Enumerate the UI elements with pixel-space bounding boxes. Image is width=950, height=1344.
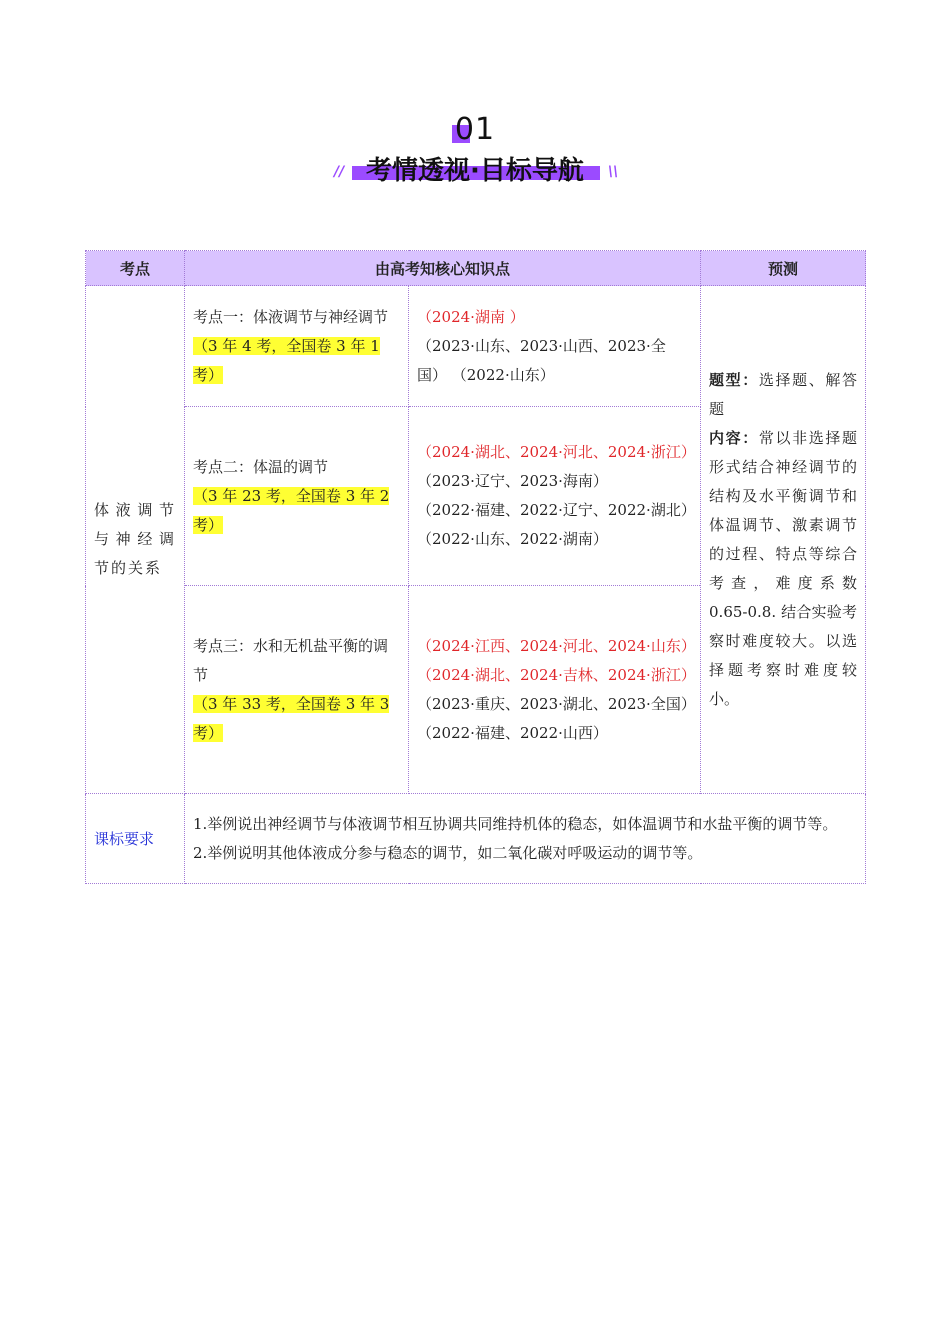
exam-years-line: （2022·福建、2022·辽宁、2022·湖北） bbox=[417, 501, 696, 519]
exam-years-line: （2023·山东、2023·山西、2023·全国） （2022·山东） bbox=[417, 336, 666, 384]
table-row bbox=[86, 286, 866, 407]
exam-years-line: （2022·山东、2022·湖南） bbox=[417, 530, 608, 548]
exam-years-2024: （2024·江西、2024·河北、2024·山东） bbox=[417, 636, 696, 655]
exam-analysis-table bbox=[85, 250, 866, 884]
point-cell bbox=[185, 286, 409, 407]
section-title: 考情透视·目标导航 bbox=[366, 156, 584, 186]
content-text: 常以非选择题形式结合神经调节的结构及水平衡调节和体温调节、激素调节的过程、特点等综合考查，难度系数 0.65-0.8. 结合实验考察时难度较大。以选择题考察时难度较小。 bbox=[709, 428, 858, 708]
exam-years-2024: （2024·湖南 ） bbox=[417, 307, 525, 326]
content-label: 内容： bbox=[709, 428, 759, 447]
header-prediction: 预测 bbox=[701, 251, 866, 286]
exam-years-2024: （2024·湖北、2024·吉林、2024·浙江） bbox=[417, 665, 696, 684]
exam-years-2024: （2024·湖北、2024·河北、2024·浙江） bbox=[417, 443, 696, 461]
header-topic: 考点 bbox=[86, 251, 185, 286]
exam-years-cell bbox=[409, 286, 701, 407]
point-name: 考点一：体液调节与神经调节 bbox=[193, 307, 389, 326]
table-header-row bbox=[86, 251, 866, 286]
slash-right-decoration: \\ bbox=[608, 164, 619, 180]
requirements-label: 课标要求 bbox=[86, 794, 185, 884]
section-number: 01 bbox=[454, 112, 496, 147]
exam-years-line: （2022·福建、2022·山西） bbox=[417, 723, 608, 742]
requirements-row bbox=[86, 794, 866, 884]
exam-years-cell bbox=[409, 407, 701, 586]
topic-cell: 体液调节与神经调节的关系 bbox=[86, 286, 185, 794]
header-knowledge: 由高考知核心知识点 bbox=[185, 251, 701, 286]
requirement-item: 1.举例说出神经调节与体液调节相互协调共同维持机体的稳态，如体温调节和水盐平衡的调节等。 bbox=[193, 814, 838, 833]
point-name: 考点三：水和无机盐平衡的调节 bbox=[193, 636, 389, 684]
point-name: 考点二：体温的调节 bbox=[193, 457, 329, 476]
point-cell bbox=[185, 586, 409, 794]
exam-years-line: （2023·辽宁、2023·海南） bbox=[417, 472, 608, 490]
exam-years-line: （2023·重庆、2023·湖北、2023·全国） bbox=[417, 694, 696, 713]
requirements-cell bbox=[185, 794, 866, 884]
question-type-text: 选择题、解答题 bbox=[709, 370, 857, 418]
point-count-highlight: （3 年 33 考，全国卷 3 年 3 考） bbox=[193, 694, 390, 742]
point-count-highlight: （3 年 23 考，全国卷 3 年 2 考） bbox=[193, 486, 390, 534]
section-header bbox=[0, 110, 950, 190]
requirement-item: 2.举例说明其他体液成分参与稳态的调节，如二氧化碳对呼吸运动的调节等。 bbox=[193, 843, 703, 862]
question-type-label: 题型： bbox=[709, 370, 759, 389]
prediction-cell bbox=[701, 286, 866, 794]
slash-left-decoration: // bbox=[334, 164, 345, 180]
exam-years-cell bbox=[409, 586, 701, 794]
point-cell bbox=[185, 407, 409, 586]
point-count-highlight: （3 年 4 考，全国卷 3 年 1 考） bbox=[193, 336, 380, 384]
